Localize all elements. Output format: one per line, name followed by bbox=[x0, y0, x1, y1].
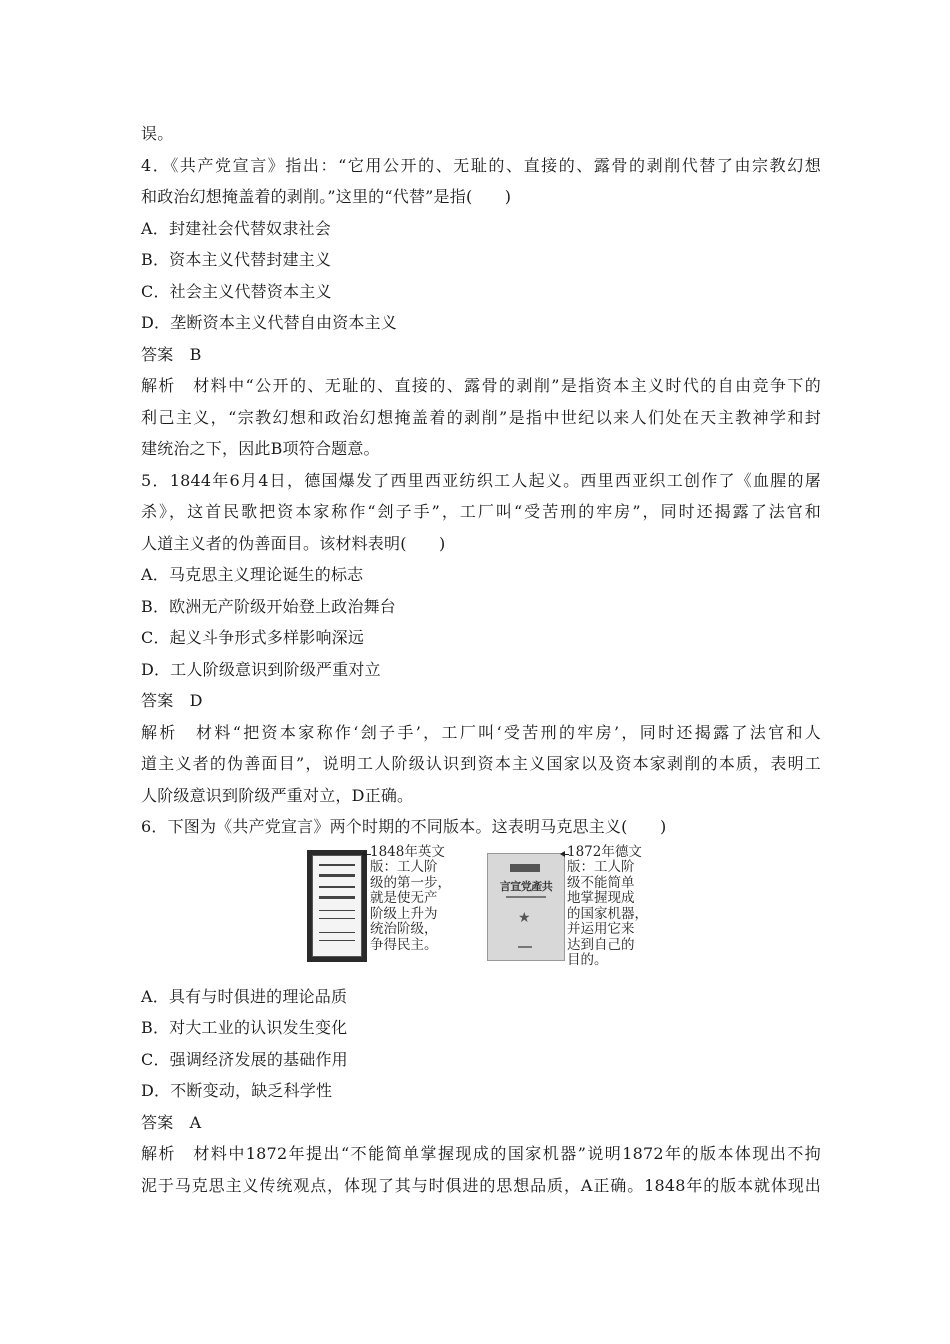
text-line: 4．《共产党宣言》指出：“它用公开的、无耻的、直接的、露骨的剥削代替了由宗教幻想 bbox=[141, 155, 821, 175]
caption-line: 就是使无产 bbox=[370, 890, 438, 906]
text-line: 误。 bbox=[141, 124, 174, 143]
caption-line: 1872年德文 bbox=[567, 843, 642, 860]
arrowhead-icon bbox=[361, 851, 366, 857]
text-line: 人阶级意识到阶级严重对立，D正确。 bbox=[141, 785, 414, 805]
text-line: A．封建社会代替奴隶社会 bbox=[141, 218, 331, 238]
caption-line: 地掌握现成 bbox=[567, 890, 635, 906]
text-line: 解析 材料中1872年提出“不能简单掌握现成的国家机器”说明1872年的版本体现出不拘 bbox=[141, 1144, 821, 1163]
caption-1872-edition bbox=[567, 845, 648, 969]
text-block-before-figure bbox=[141, 118, 821, 843]
text-line: D．不断变动，缺乏科学性 bbox=[141, 1081, 333, 1100]
caption-line: 争得民主。 bbox=[370, 936, 438, 953]
caption-line: 版：工人阶 bbox=[567, 859, 635, 875]
text-line: 人道主义者的伪善面目。该材料表明( ) bbox=[141, 533, 446, 553]
text-line: 6．下图为《共产党宣言》两个时期的不同版本。这表明马克思主义( ) bbox=[141, 817, 667, 836]
text-line: 解析 材料中“公开的、无耻的、直接的、露骨的剥削”是指资本主义时代的自由竞争下的 bbox=[141, 376, 821, 395]
caption-line: 目的。 bbox=[567, 952, 608, 968]
caption-line: 1848年英文 bbox=[370, 843, 445, 860]
text-line: 5．1844年6月4日，德国爆发了西里西亚纺织工人起义。西里西亚织工创作了《血腥的屠 bbox=[141, 470, 821, 490]
manifesto-1872-german-cover-image bbox=[487, 853, 565, 961]
text-line: 利己主义，“宗教幻想和政治幻想掩盖着的剥削”是指中世纪以来人们处在天主教神学和封 bbox=[141, 407, 821, 427]
book-1872-title: 言宣党產共 bbox=[499, 879, 553, 893]
caption-line: 级的第一步， bbox=[370, 874, 451, 891]
star-icon: ★ bbox=[518, 909, 531, 926]
caption-line: 达到自己的 bbox=[567, 936, 635, 953]
text-line: 解析 材料“把资本家称作‘刽子手’，工厂叫‘受苦刑的牢房’，同时还揭露了法官和人 bbox=[141, 722, 821, 742]
text-line: 和政治幻想掩盖着的剥削。”这里的“代替”是指( ) bbox=[141, 187, 512, 206]
text-line: A．具有与时俱进的理论品质 bbox=[141, 986, 348, 1006]
text-line: B．资本主义代替封建主义 bbox=[141, 250, 332, 269]
text-line: 泥于马克思主义传统观点，体现了其与时俱进的思想品质，A正确。1848年的版本就体现出 bbox=[141, 1175, 821, 1195]
arrowhead-icon bbox=[560, 851, 565, 857]
caption-1848-edition bbox=[370, 845, 451, 954]
caption-line: 阶级上升为 bbox=[370, 905, 438, 922]
text-line: C．起义斗争形式多样影响深远 bbox=[141, 628, 365, 647]
caption-line: 版：工人阶 bbox=[370, 859, 438, 875]
text-line: C．强调经济发展的基础作用 bbox=[141, 1049, 348, 1069]
manifesto-1848-english-cover-image bbox=[307, 850, 367, 962]
caption-line: 统治阶级， bbox=[370, 921, 438, 937]
caption-line: 级不能简单 bbox=[567, 874, 635, 891]
text-line: 答案 A bbox=[141, 1112, 202, 1132]
figure-manifesto-editions bbox=[141, 845, 821, 975]
text-line: 杀》，这首民歌把资本家称作“刽子手”，工厂叫“受苦刑的牢房”，同时还揭露了法官和 bbox=[141, 502, 821, 521]
text-line: A．马克思主义理论诞生的标志 bbox=[141, 565, 364, 584]
text-line: B．欧洲无产阶级开始登上政治舞台 bbox=[141, 596, 396, 616]
text-line: D．垄断资本主义代替自由资本主义 bbox=[141, 313, 398, 332]
text-line: D．工人阶级意识到阶级严重对立 bbox=[141, 659, 381, 679]
text-line: 答案 B bbox=[141, 344, 202, 364]
caption-line: 的国家机器， bbox=[567, 905, 648, 922]
text-block-after-figure bbox=[141, 981, 821, 1202]
text-line: 建统治之下，因此B项符合题意。 bbox=[141, 439, 380, 458]
text-line: 道主义者的伪善面目”，说明工人阶级认识到资本主义国家以及资本家剥削的本质，表明工 bbox=[141, 754, 821, 773]
text-line: 答案 D bbox=[141, 691, 203, 710]
text-line: B．对大工业的认识发生变化 bbox=[141, 1018, 348, 1037]
text-line: C．社会主义代替资本主义 bbox=[141, 281, 332, 301]
document-page bbox=[141, 118, 821, 1201]
caption-line: 并运用它来 bbox=[567, 921, 635, 937]
